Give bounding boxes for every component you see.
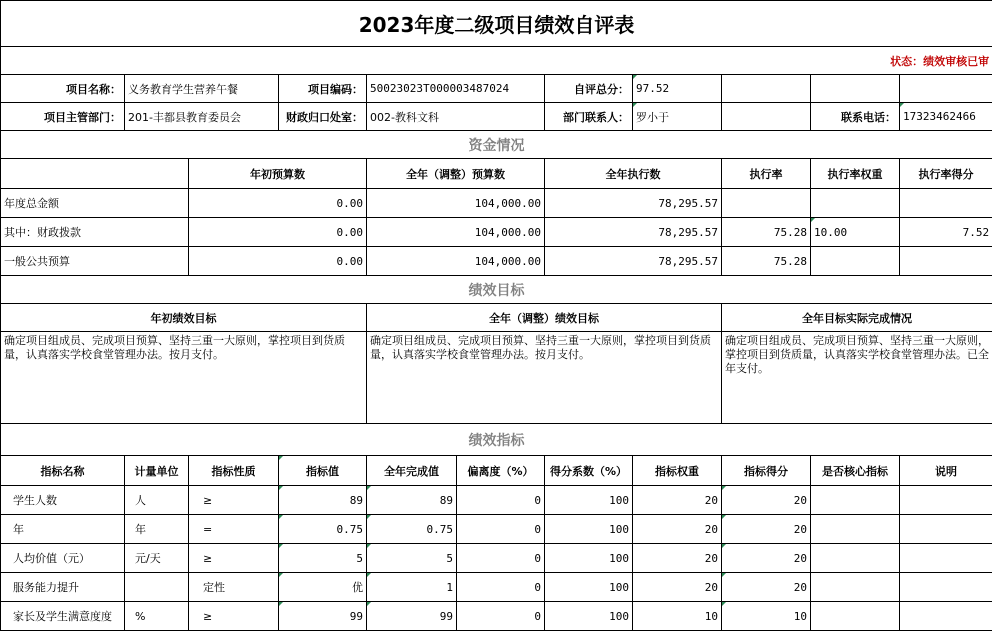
- project-code[interactable]: 50023023T000003487024: [367, 75, 545, 103]
- ind-deviation[interactable]: 0: [457, 544, 545, 573]
- indicators-header-row: [1, 456, 992, 486]
- ind-coef[interactable]: 100: [545, 573, 633, 602]
- table-row: [1, 544, 992, 573]
- fund-adjusted[interactable]: 104,000.00: [367, 189, 545, 218]
- ind-target[interactable]: 5: [279, 544, 367, 573]
- funds-header-rate: 执行率: [722, 159, 811, 189]
- ind-nature: ≥: [189, 602, 279, 631]
- fund-rate[interactable]: 75.28: [722, 218, 811, 247]
- ind-actual[interactable]: 0.75: [367, 515, 457, 544]
- ind-note[interactable]: [900, 602, 992, 631]
- ind-core[interactable]: [811, 573, 900, 602]
- fund-score[interactable]: [900, 247, 992, 276]
- indicators-section-title: 绩效指标: [1, 424, 992, 456]
- goals-header-row: [1, 304, 992, 332]
- goal-actual-text[interactable]: 确定项目组成员、完成项目预算、坚持三重一大原则，掌控项目到货质量，认真落实学校食堂管理办法。已全年支付。: [722, 332, 992, 424]
- goals-section-title: 绩效目标: [1, 276, 992, 304]
- ind-note[interactable]: [900, 544, 992, 573]
- ind-header-core: 是否核心指标: [811, 456, 900, 486]
- ind-note[interactable]: [900, 515, 992, 544]
- fund-executed[interactable]: 78,295.57: [545, 189, 722, 218]
- ind-actual[interactable]: 1: [367, 573, 457, 602]
- funds-header-initial: 年初预算数: [189, 159, 367, 189]
- ind-target[interactable]: 优: [279, 573, 367, 602]
- score-label: 自评总分：: [545, 75, 633, 103]
- ind-core[interactable]: [811, 515, 900, 544]
- fund-name: 一般公共预算: [1, 247, 189, 276]
- ind-score[interactable]: 20: [722, 544, 811, 573]
- ind-weight[interactable]: 20: [633, 573, 722, 602]
- funds-header-adjusted: 全年（调整）预算数: [367, 159, 545, 189]
- fund-adjusted[interactable]: 104,000.00: [367, 218, 545, 247]
- ind-coef[interactable]: 100: [545, 544, 633, 573]
- goals-content-row: [1, 332, 992, 424]
- ind-weight[interactable]: 20: [633, 486, 722, 515]
- ind-unit: 元/天: [125, 544, 189, 573]
- status-badge: 状态：绩效审核已审: [1, 47, 992, 75]
- funds-header-executed: 全年执行数: [545, 159, 722, 189]
- ind-header-score: 指标得分: [722, 456, 811, 486]
- table-row: [1, 218, 992, 247]
- table-row: [1, 515, 992, 544]
- ind-name: 年: [1, 515, 125, 544]
- contact-label: 部门联系人：: [545, 103, 633, 131]
- goal-header-initial: 年初绩效目标: [1, 304, 367, 332]
- phone-value[interactable]: 17323462466: [900, 103, 992, 131]
- goal-initial-text[interactable]: 确定项目组成员、完成项目预算、坚持三重一大原则，掌控项目到货质量，认真落实学校食堂管理办法。按月支付。: [1, 332, 367, 424]
- phone-label: 联系电话：: [811, 103, 900, 131]
- ind-score[interactable]: 20: [722, 486, 811, 515]
- ind-actual[interactable]: 5: [367, 544, 457, 573]
- office-label: 财政归口处室：: [279, 103, 367, 131]
- funds-header-row: [1, 159, 992, 189]
- contact-value[interactable]: 罗小于: [633, 103, 722, 131]
- fund-rate[interactable]: [722, 189, 811, 218]
- funds-section-title: 资金情况: [1, 131, 992, 159]
- project-name[interactable]: 义务教育学生营养午餐: [125, 75, 279, 103]
- ind-deviation[interactable]: 0: [457, 602, 545, 631]
- table-row: [1, 602, 992, 631]
- fund-name: 其中：财政拨款: [1, 218, 189, 247]
- ind-coef[interactable]: 100: [545, 515, 633, 544]
- ind-unit: 人: [125, 486, 189, 515]
- page-title: 2023年度二级项目绩效自评表: [1, 1, 992, 47]
- info-row-1: [1, 75, 992, 103]
- table-row: [1, 486, 992, 515]
- ind-header-weight: 指标权重: [633, 456, 722, 486]
- fund-name: 年度总金额: [1, 189, 189, 218]
- table-row: [1, 573, 992, 602]
- ind-header-note: 说明: [900, 456, 992, 486]
- fund-score[interactable]: 7.52: [900, 218, 992, 247]
- office-value[interactable]: 002-教科文科: [367, 103, 545, 131]
- fund-score[interactable]: [900, 189, 992, 218]
- goal-header-actual: 全年目标实际完成情况: [722, 304, 992, 332]
- info-row-2: [1, 103, 992, 131]
- ind-note[interactable]: [900, 486, 992, 515]
- ind-nature: =: [189, 515, 279, 544]
- fund-initial[interactable]: 0.00: [189, 247, 367, 276]
- ind-score[interactable]: 10: [722, 602, 811, 631]
- dept-label: 项目主管部门：: [1, 103, 125, 131]
- ind-deviation[interactable]: 0: [457, 486, 545, 515]
- fund-initial[interactable]: 0.00: [189, 189, 367, 218]
- fund-weight[interactable]: 10.00: [811, 218, 900, 247]
- ind-actual[interactable]: 99: [367, 602, 457, 631]
- ind-name: 服务能力提升: [1, 573, 125, 602]
- ind-unit: 年: [125, 515, 189, 544]
- ind-unit: [125, 573, 189, 602]
- ind-coef[interactable]: 100: [545, 602, 633, 631]
- ind-deviation[interactable]: 0: [457, 573, 545, 602]
- ind-target[interactable]: 0.75: [279, 515, 367, 544]
- ind-score[interactable]: 20: [722, 573, 811, 602]
- table-row: [1, 189, 992, 218]
- ind-core[interactable]: [811, 544, 900, 573]
- project-name-label: 项目名称：: [1, 75, 125, 103]
- funds-header-score: 执行率得分: [900, 159, 992, 189]
- table-row: [1, 247, 992, 276]
- ind-core[interactable]: [811, 486, 900, 515]
- ind-name: 家长及学生满意度度: [1, 602, 125, 631]
- ind-nature: ≥: [189, 544, 279, 573]
- ind-target[interactable]: 89: [279, 486, 367, 515]
- funds-header-weight: 执行率权重: [811, 159, 900, 189]
- fund-executed[interactable]: 78,295.57: [545, 247, 722, 276]
- ind-header-deviation: 偏离度（%）: [457, 456, 545, 486]
- ind-unit: %: [125, 602, 189, 631]
- ind-weight[interactable]: 10: [633, 602, 722, 631]
- fund-weight[interactable]: [811, 247, 900, 276]
- fund-initial[interactable]: 0.00: [189, 218, 367, 247]
- project-code-label: 项目编码：: [279, 75, 367, 103]
- total-score[interactable]: 97.52: [633, 75, 722, 103]
- fund-executed[interactable]: 78,295.57: [545, 218, 722, 247]
- ind-deviation[interactable]: 0: [457, 515, 545, 544]
- fund-weight[interactable]: [811, 189, 900, 218]
- ind-header-coef: 得分系数（%）: [545, 456, 633, 486]
- ind-core[interactable]: [811, 602, 900, 631]
- ind-name: 人均价值（元）: [1, 544, 125, 573]
- ind-header-actual: 全年完成值: [367, 456, 457, 486]
- dept-value[interactable]: 201-丰都县教育委员会: [125, 103, 279, 131]
- goal-adjusted-text[interactable]: 确定项目组成员、完成项目预算、坚持三重一大原则，掌控项目到货质量，认真落实学校食堂管理办法。按月支付。: [367, 332, 722, 424]
- ind-nature: ≥: [189, 486, 279, 515]
- ind-header-target: 指标值: [279, 456, 367, 486]
- ind-header-name: 指标名称: [1, 456, 125, 486]
- ind-weight[interactable]: 20: [633, 544, 722, 573]
- ind-header-nature: 指标性质: [189, 456, 279, 486]
- ind-weight[interactable]: 20: [633, 515, 722, 544]
- ind-note[interactable]: [900, 573, 992, 602]
- ind-header-unit: 计量单位: [125, 456, 189, 486]
- ind-coef[interactable]: 100: [545, 486, 633, 515]
- ind-actual[interactable]: 89: [367, 486, 457, 515]
- ind-target[interactable]: 99: [279, 602, 367, 631]
- goal-header-adjusted: 全年（调整）绩效目标: [367, 304, 722, 332]
- ind-score[interactable]: 20: [722, 515, 811, 544]
- fund-rate[interactable]: 75.28: [722, 247, 811, 276]
- ind-name: 学生人数: [1, 486, 125, 515]
- fund-adjusted[interactable]: 104,000.00: [367, 247, 545, 276]
- ind-nature: 定性: [189, 573, 279, 602]
